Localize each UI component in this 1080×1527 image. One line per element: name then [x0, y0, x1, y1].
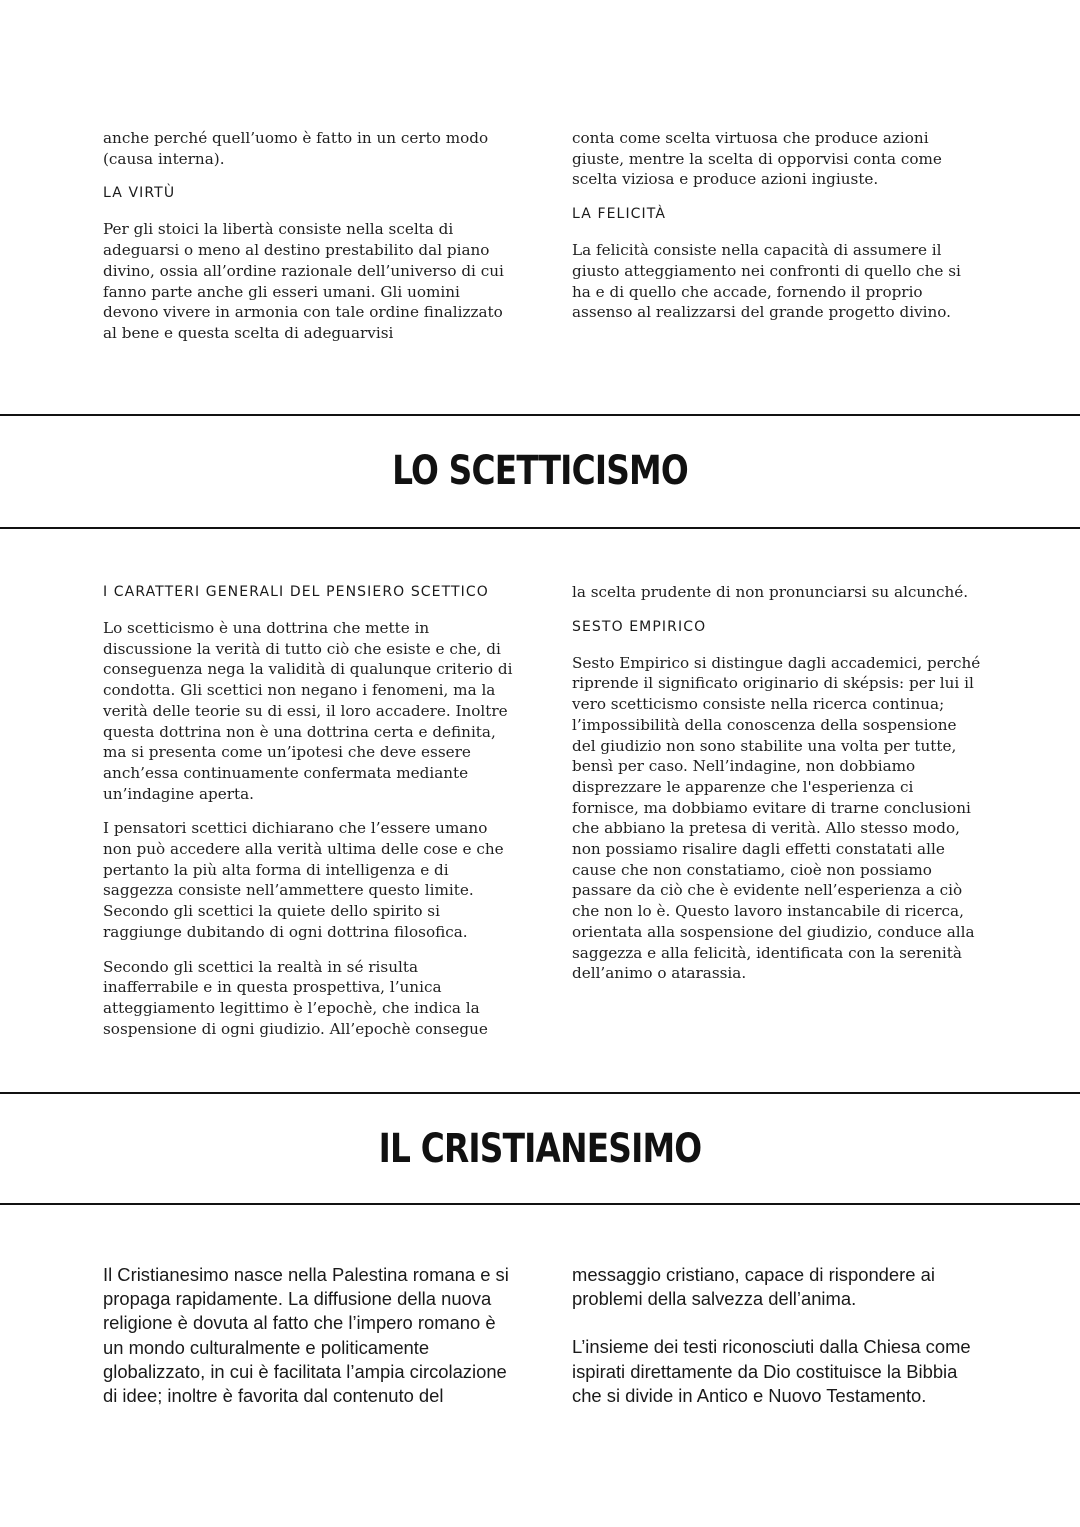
christianity-left-column: [103, 1263, 513, 1432]
divider-bottom-christianity: [0, 1203, 1080, 1205]
sceptic-paragraph-1: Lo scetticismo è una dottrina che mette in discussione la verità di tutto ciò che esiste e che, di conseguenza nega la validità di qualunque criterio di condotta. Gli scettici non negano i fenomeni, ma la verità delle teorie su di essi, il loro accadere. Inoltre questa dottrina non è una dottrina certa e definita, ma si presenta come un’ipotesi che deve essere anch’essa continuamente confermata mediante un’indagine aperta.: [103, 619, 513, 803]
bible-paragraph: L’insieme dei testi riconosciuti dalla Chiesa come ispirati direttamente da Dio costituisce la Bibbia che si divide in Antico e Nuovo Testamento.: [572, 1336, 971, 1406]
sextus-empiricus-heading: SESTO EMPIRICO: [572, 618, 707, 635]
virtue-heading: LA VIRTÙ: [103, 185, 176, 202]
scepticism-right-column: [572, 582, 982, 998]
sextus-empiricus-paragraph: Sesto Empirico si distingue dagli accademici, perché riprende il significato originario di sképsis: per lui il vero scetticismo consiste nella ricerca continua; l’impossibilità della conoscenza della sospensione del giudizio non sono stabilite una volta per tutte, bensì per caso. Nell’indagine, non dobbiamo disprezzare le apparenze che l'esperienza ci fornisce, ma dobbiamo evitare di trarne conclusioni che abbiano la pretesa di verità. Allo stesso modo, non possiamo risalire dagli effetti constatati alle cause che non constatiamo, cioè non possiamo passare da ciò che è evidente nell’esperienza a ciò che non lo è. Questo lavoro instancabile di ricerca, orientata alla sospensione del giudizio, conduce alla saggezza e alla felicità, identificata con la serenità dell’animo o atarassia.: [572, 653, 981, 983]
scepticism-left-column: [103, 582, 513, 1053]
happiness-heading: LA FELICITÀ: [572, 206, 667, 223]
stoicism-intro-text: anche perché quell’uomo è fatto in un certo modo (causa interna).: [103, 129, 489, 168]
christianity-paragraph-1: Il Cristianesimo nasce nella Palestina romana e si propaga rapidamente. La diffusione della nuova religione è dovuta al fatto che l’impero romano è un mondo culturalmente e politicamente globalizzato, in cui è facilitata l’ampia circolazione di idee; inoltre è favorita dal contenuto del: [103, 1264, 509, 1407]
scepticism-title: LO SCETTICISMO: [392, 448, 688, 494]
virtue-continuation-text: conta come scelta virtuosa che produce azioni giuste, mentre la scelta di opporvisi conta come scelta viziosa e produce azioni ingiuste.: [572, 129, 942, 189]
stoicism-left-column: [103, 128, 513, 358]
divider-top-scepticism: [0, 414, 1080, 416]
christianity-title: IL CRISTIANESIMO: [378, 1126, 702, 1172]
sceptic-paragraph-2: I pensatori scettici dichiarano che l’essere umano non può accedere alla verità ultima delle cose e che pertanto la più alta forma di intelligenza e di saggezza consiste nell’ammettere questo limite. Secondo gli scettici la quiete dello spirito si raggiunge dubitando di ogni dottrina filosofica.: [103, 819, 504, 941]
divider-top-christianity: [0, 1092, 1080, 1094]
stoicism-right-column: [572, 128, 982, 337]
divider-bottom-scepticism: [0, 527, 1080, 529]
happiness-paragraph: La felicità consiste nella capacità di assumere il giusto atteggiamento nei confronti di quello che si ha e di quello che accade, fornendo il proprio assenso al realizzarsi del grande progetto divino.: [572, 241, 961, 322]
sceptic-general-heading: I CARATTERI GENERALI DEL PENSIERO SCETTICO: [103, 584, 489, 600]
sceptic-continuation-text: la scelta prudente di non pronunciarsi su alcunché.: [572, 583, 969, 601]
christianity-paragraph-2: messaggio cristiano, capace di rispondere ai problemi della salvezza dell’anima.: [572, 1264, 935, 1310]
virtue-paragraph: Per gli stoici la libertà consiste nella scelta di adeguarsi o meno al destino prestabilito dal piano divino, ossia all’ordine razionale dell’universo di cui fanno parte anche gli esseri umani. Gli uomini devono vivere in armonia con tale ordine finalizzato al bene e questa scelta di adeguarvisi: [103, 220, 504, 342]
sceptic-paragraph-3: Secondo gli scettici la realtà in sé risulta inafferrabile e in questa prospettiva, l’unica atteggiamento legittimo è l’epochè, che indica la sospensione di ogni giudizio. All’epochè consegue: [103, 957, 488, 1038]
christianity-right-column: [572, 1263, 982, 1432]
